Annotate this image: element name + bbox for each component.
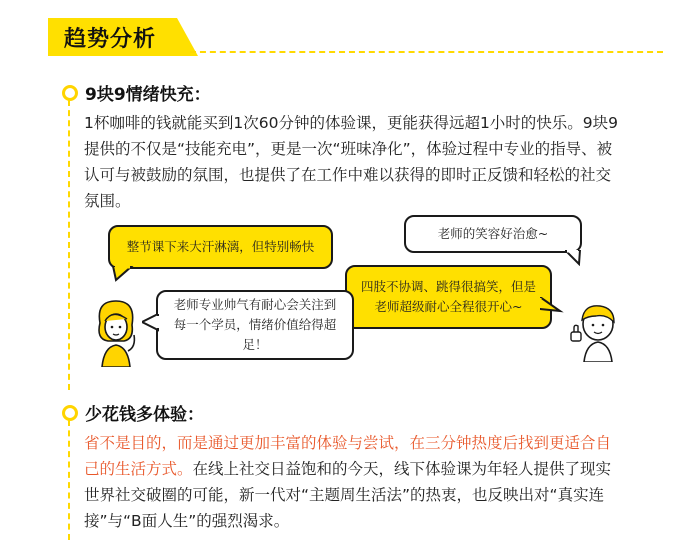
comment-bubble-2 bbox=[404, 215, 582, 253]
comment-bubble-4-text: 老师专业帅气有耐心会关注到每一个学员，情绪价值给得超足！ bbox=[173, 297, 337, 352]
bubble-tail-2 bbox=[565, 250, 585, 266]
comment-bubble-4 bbox=[156, 290, 354, 360]
comment-bubble-3 bbox=[345, 265, 552, 329]
section1-timeline bbox=[68, 100, 70, 390]
comment-bubble-2-text: 老师的笑容好治愈~ bbox=[437, 226, 549, 241]
bullet-ring-icon bbox=[62, 405, 78, 421]
section2-paragraph bbox=[84, 430, 624, 534]
comment-bubble-1 bbox=[108, 225, 333, 269]
man-avatar-icon bbox=[566, 298, 626, 362]
bubble-tail-1 bbox=[112, 266, 136, 282]
section1-heading bbox=[62, 80, 211, 105]
section1-heading-text: 9块9情绪快充： bbox=[85, 85, 211, 105]
section2-timeline bbox=[68, 420, 70, 540]
woman-avatar-icon bbox=[88, 295, 144, 367]
section2-body-text: 在线上社交日益饱和的今天，线下体验课为年轻人提供了现实世界社交破圈的可能，新一代对“主题周生活法”的热衷，也反映出对“真实连接”与“B面人生”的强烈渴求。 bbox=[84, 460, 612, 530]
bullet-ring-icon bbox=[62, 85, 78, 101]
section2-highlight-text: 省不是目的，而是通过更加丰富的体验与尝试，在三分钟热度后找到更适合自己的生活方式。 bbox=[84, 434, 612, 478]
header-divider bbox=[190, 51, 663, 53]
bubble-tail-3 bbox=[540, 297, 564, 315]
section1-paragraph: 1杯咖啡的钱就能买到1次60分钟的体验课，更能获得远超1小时的快乐。9块9提供的不仅是“技能充电”，更是一次“班味净化”，体验过程中专业的指导、被认可与被鼓励的氛围，也提供了在工作中难以获得的即时正反馈和轻松的社交氛围。 bbox=[84, 114, 619, 210]
section2-heading-text: 少花钱多体验： bbox=[85, 405, 204, 425]
page-title: 趋势分析 bbox=[64, 27, 157, 52]
section2-heading bbox=[62, 400, 204, 425]
bubble-tail-4 bbox=[142, 314, 160, 334]
comment-bubble-3-text: 四肢不协调、跳得很搞笑，但是老师超级耐心全程很开心~ bbox=[360, 279, 536, 314]
comment-bubble-1-text: 整节课下来大汗淋漓，但特别畅快 bbox=[126, 239, 315, 254]
